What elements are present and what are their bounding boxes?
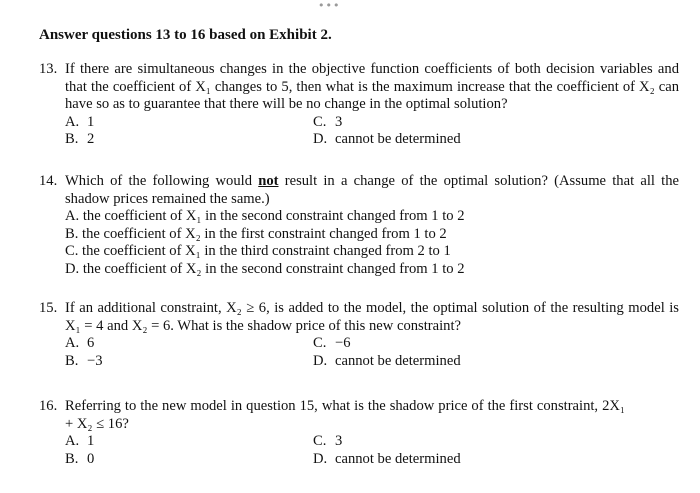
option-text: 6 — [87, 335, 95, 351]
option-a — [65, 335, 313, 353]
option-text: 3 — [335, 113, 343, 130]
more-options-icon[interactable]: ••• — [318, 0, 341, 12]
option-b — [65, 131, 313, 149]
option-letter: D. — [313, 352, 328, 369]
question-text: If there are simultaneous changes in the objective function coefficients of both decision variables and that the coefficient of X₁ changes to 5, then what is the maximum increase that the coefficient of X₂ can have so as to guarantee that there will be no change in the optimal solution? — [65, 61, 679, 112]
option-letter: A. — [65, 113, 80, 130]
option-b: B. the coefficient of X₂ in the first constraint changed from 1 to 2 — [65, 225, 447, 242]
option-c — [313, 114, 679, 132]
option-letter: B. — [65, 450, 79, 467]
option-letter: C. — [313, 335, 327, 351]
option-text: −6 — [335, 335, 351, 351]
question-number: 13. — [39, 61, 58, 77]
option-d — [313, 451, 679, 469]
option-text: cannot be determined — [335, 352, 461, 369]
option-d — [313, 131, 679, 149]
option-text: 2 — [87, 131, 95, 147]
option-d — [313, 353, 679, 371]
option-d: D. the coefficient of X₂ in the second constraint changed from 1 to 2 — [65, 260, 465, 277]
option-c: C. the coefficient of X₁ in the third constraint changed from 2 to 1 — [65, 243, 451, 259]
option-text: cannot be determined — [335, 131, 461, 147]
option-letter: D. — [313, 450, 328, 467]
option-text: 1 — [87, 433, 95, 449]
option-letter: B. — [65, 352, 79, 369]
emphasis-not: not — [258, 173, 279, 189]
question-text: If an additional constraint, X₂ ≥ 6, is added to the model, the optimal solution of the resulting model is X₁ = 4 and X₂ = 6. What is the shadow price of this new constraint? — [65, 300, 679, 334]
option-text: −3 — [87, 352, 103, 369]
option-a — [65, 114, 313, 132]
option-letter: D. — [313, 131, 328, 147]
question-16 — [39, 398, 679, 468]
question-text: Referring to the new model in question 15, what is the shadow price of the first constraint, 2X₁ + X₂ ≤ 16? — [65, 398, 625, 432]
question-13 — [39, 61, 679, 149]
option-text: 3 — [335, 433, 343, 449]
answer-options — [65, 114, 679, 149]
question-text: Which of the following would not result in a change of the optimal solution? (Assume that all the shadow prices remained the same.) — [65, 173, 679, 207]
option-a — [65, 433, 313, 451]
option-letter: A. — [65, 335, 80, 351]
section-heading: Answer questions 13 to 16 based on Exhibit 2. — [39, 27, 332, 43]
answer-options — [65, 433, 679, 468]
option-c — [313, 335, 679, 353]
option-c — [313, 433, 679, 451]
option-b — [65, 451, 313, 469]
option-b — [65, 353, 313, 371]
option-text: 0 — [87, 450, 95, 467]
option-letter: B. — [65, 131, 79, 147]
option-letter: C. — [313, 433, 327, 449]
question-number: 16. — [39, 398, 58, 414]
option-letter: C. — [313, 113, 327, 130]
question-15 — [39, 300, 679, 370]
question-14 — [39, 173, 679, 278]
option-letter: A. — [65, 433, 80, 449]
answer-options — [65, 208, 679, 278]
option-text: 1 — [87, 113, 95, 130]
option-a: A. the coefficient of X₁ in the second constraint changed from 1 to 2 — [65, 208, 465, 224]
answer-options — [65, 335, 679, 370]
question-number: 14. — [39, 173, 58, 189]
question-number: 15. — [39, 300, 58, 316]
option-text: cannot be determined — [335, 450, 461, 467]
